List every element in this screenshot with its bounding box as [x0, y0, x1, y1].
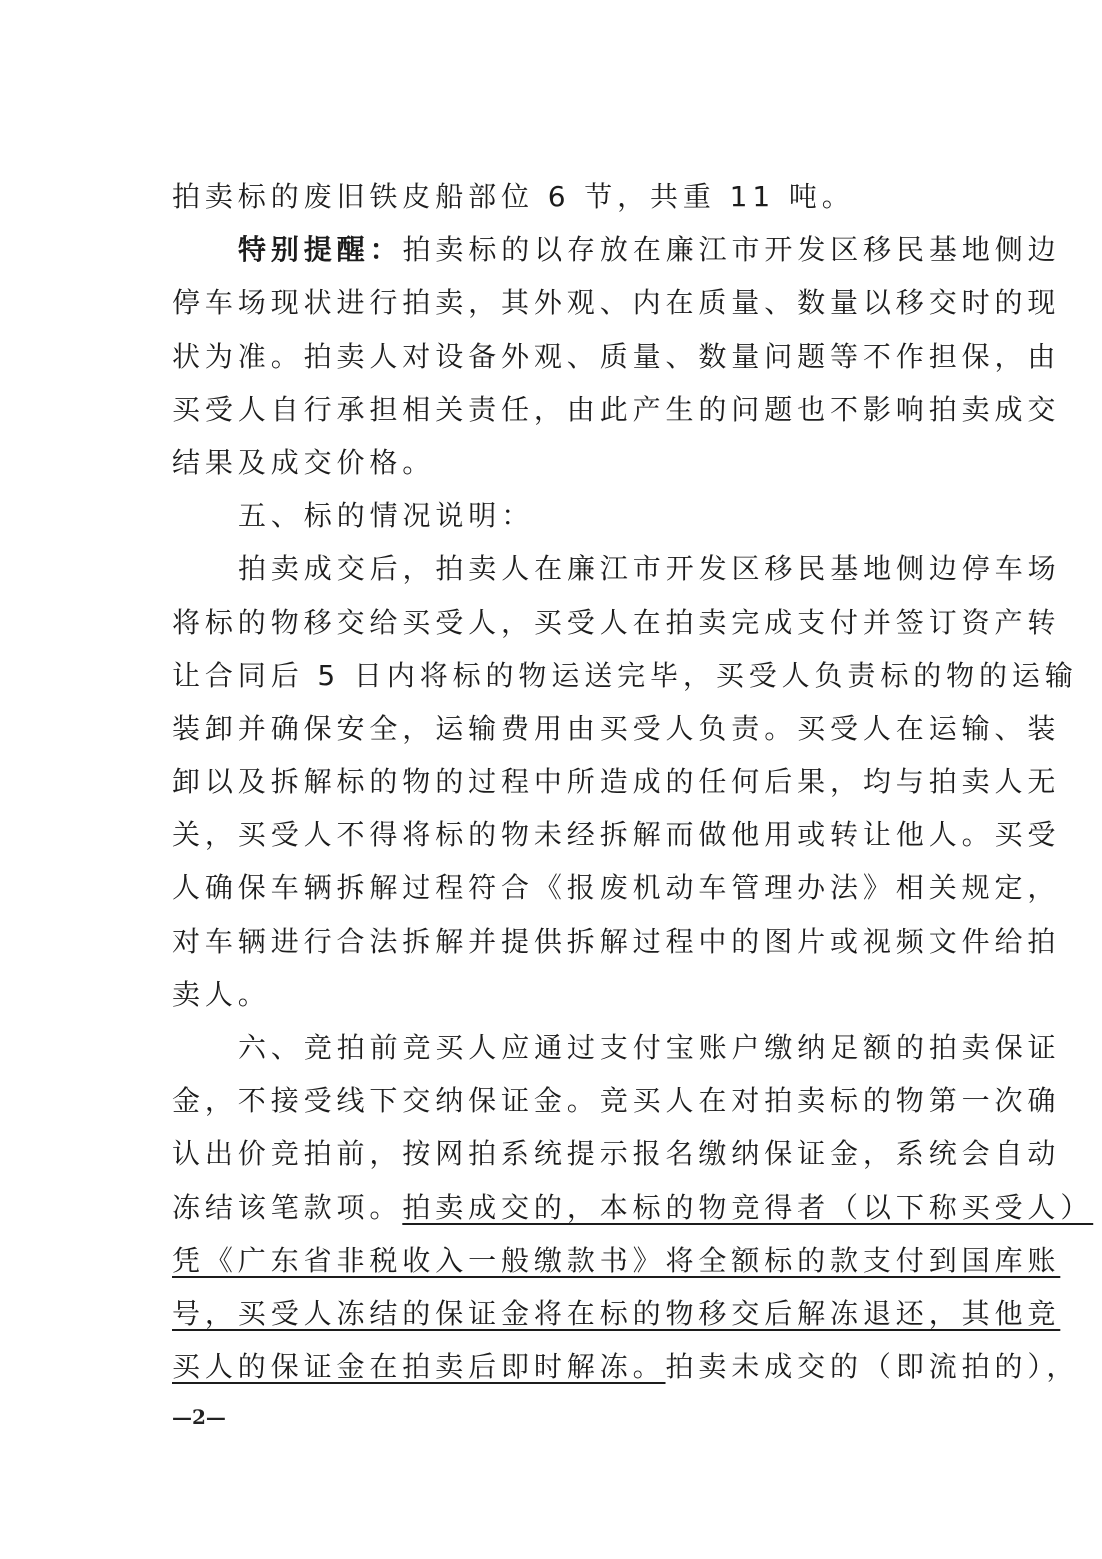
section-heading-5: 五、标的情况说明： [238, 499, 535, 533]
paragraph-line: 金，不接受线下交纳保证金。竞买人在对拍卖标的物第一次确 [172, 1084, 1061, 1118]
paragraph-line: 停车场现状进行拍卖，其外观、内在质量、数量以移交时的现 [172, 286, 1061, 320]
section-heading-6: 六、竞拍前竞买人应通过支付宝账户缴纳足额的拍卖保证 [238, 1031, 1061, 1064]
special-reminder-label: 特别提醒： [238, 233, 403, 267]
paragraph-line [172, 1287, 1061, 1340]
paragraph-line: 卖人。 [172, 977, 271, 1011]
paragraph-line: 买受人自行承担相关责任，由此产生的问题也不影响拍卖成交 [172, 392, 1061, 426]
paragraph-line: 买人的保证金在拍卖后即时解冻。拍卖未成交的（即流拍的）， [172, 1350, 1080, 1384]
underlined-text: 凭《广东省非税收入一般缴款书》将全额标的款支付到国库账 [172, 1243, 1061, 1277]
paragraph-line: 拍卖成交后，拍卖人在廉江市开发区移民基地侧边停车场 [238, 552, 1061, 586]
paragraph-line [172, 1234, 1061, 1287]
paragraph-line: 卸以及拆解标的物的过程中所造成的任何后果，均与拍卖人无 [172, 765, 1061, 799]
paragraph-line: 认出价竞拍前，按网拍系统提示报名缴纳保证金，系统会自动 [172, 1137, 1061, 1171]
paragraph-line: 结果及成交价格。 [172, 445, 436, 479]
special-reminder-line: 特别提醒：拍卖标的以存放在廉江市开发区移民基地侧边 [238, 233, 1061, 267]
page-number: —2— [172, 1405, 226, 1429]
paragraph-line: 对车辆进行合法拆解并提供拆解过程中的图片或视频文件给拍 [172, 924, 1061, 958]
paragraph-line: 状为准。拍卖人对设备外观、质量、数量问题等不作担保，由 [172, 339, 1061, 373]
paragraph-line: 装卸并确保安全，运输费用由买受人负责。买受人在运输、装 [172, 711, 1061, 745]
paragraph-line: 让合同后 5 日内将标的物运送完毕，买受人负责标的物的运输 [172, 658, 1078, 692]
underlined-text: 号，买受人冻结的保证金将在标的物移交后解冻退还，其他竞 [172, 1296, 1061, 1330]
paragraph-line: 人确保车辆拆解过程符合《报废机动车管理办法》相关规定， [172, 871, 1061, 905]
paragraph-line: 拍卖标的废旧铁皮船部位 6 节，共重 11 吨。 [172, 180, 855, 213]
underlined-text: 买人的保证金在拍卖后即时解冻。 [172, 1350, 666, 1384]
document-body [172, 170, 1094, 1393]
paragraph-line: 冻结该笔款项。拍卖成交的，本标的物竞得者（以下称买受人） [172, 1190, 1094, 1224]
paragraph-line: 关，买受人不得将标的物未经拆解而做他用或转让他人。买受 [172, 818, 1061, 852]
paragraph-line: 将标的物移交给买受人，买受人在拍卖完成支付并签订资产转 [172, 605, 1061, 639]
underlined-text: 拍卖成交的，本标的物竞得者（以下称买受人） [402, 1190, 1094, 1224]
